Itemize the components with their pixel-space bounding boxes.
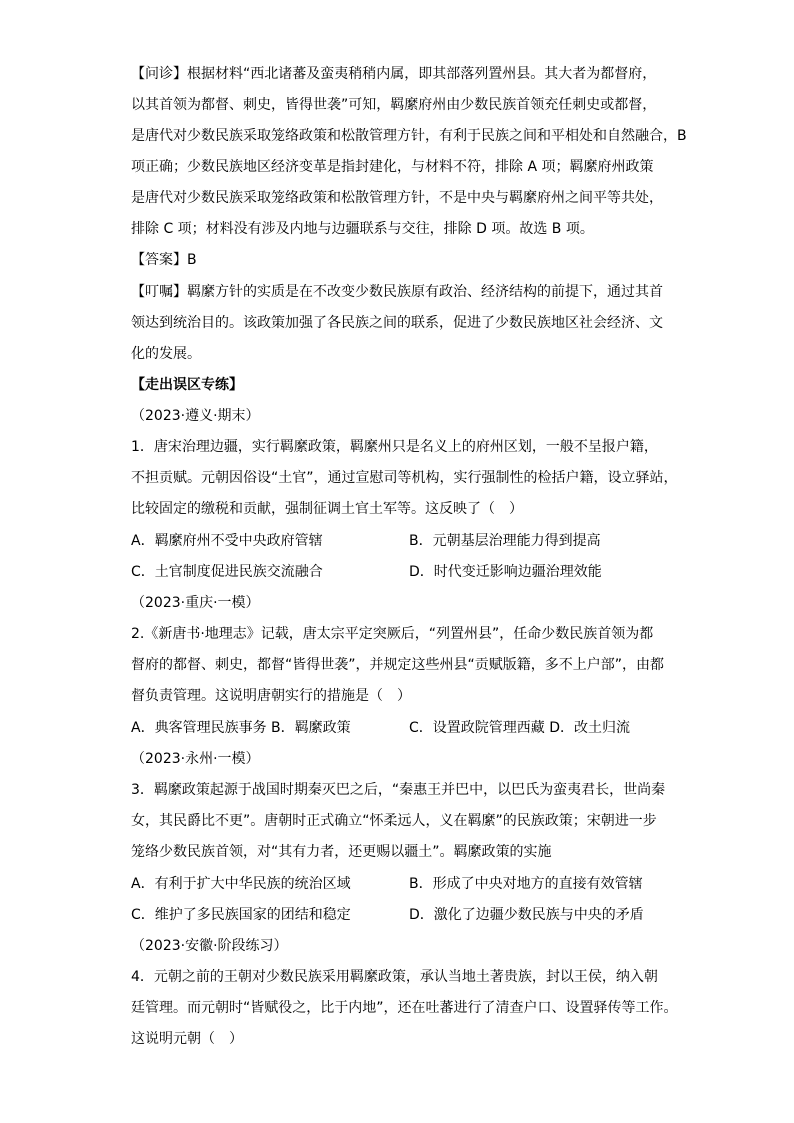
- question-stem-line: 督负责管理。这说明唐朝实行的措施是（ ）: [131, 688, 411, 704]
- reminder-line: 【叮嘱】羁縻方针的实质是在不改变少数民族原有政治、经济结构的前提下，通过其首: [131, 284, 663, 300]
- analysis-line: 以其首领为都督、刺史，皆得世袭”可知，羁縻府州由少数民族首领充任刺史或都督，: [131, 97, 657, 113]
- question-stem-line: 1．唐宋治理边疆，实行羁縻政策，羁縻州只是名义上的府州区划，一般不呈报户籍，: [131, 439, 658, 455]
- question-stem-line: 2.《新唐书·地理志》记载，唐太宗平定突厥后，“列置州县”，任命少数民族首领为都: [131, 626, 654, 642]
- question-stem-line: 4．元朝之前的王朝对少数民族采用羁縻政策，承认当地土著贵族，封以王侯，纳入朝: [131, 969, 658, 985]
- analysis-line: 排除 C 项；材料没有涉及内地与边疆联系与交往，排除 D 项。故选 B 项。: [131, 221, 594, 237]
- question-stem-line: 不担贡赋。元朝因俗设“土官”，通过宣慰司等机构，实行强制性的检括户籍，设立驿站，: [131, 470, 678, 486]
- question-stem-line: 督府的都督、刺史，都督“皆得世袭”，并规定这些州县“贡赋版籍，多不上户部”，由都: [131, 657, 665, 673]
- analysis-line: 【问诊】根据材料“西北诸蕃及蛮夷稍稍内属，即其部落列置州县。其大者为都督府，: [131, 66, 657, 82]
- option-d[interactable]: D．激化了边疆少数民族与中央的矛盾: [409, 907, 644, 923]
- question-source: （2023·永州·一模）: [131, 751, 260, 767]
- option-a[interactable]: A．有利于扩大中华民族的统治区域: [131, 876, 351, 892]
- answer-line: 【答案】B: [131, 252, 197, 268]
- option-cd[interactable]: C．设置政院管理西藏 D．改土归流: [409, 720, 631, 736]
- option-a[interactable]: A．羁縻府州不受中央政府管辖: [131, 533, 323, 549]
- option-b[interactable]: B．形成了中央对地方的直接有效管辖: [409, 876, 643, 892]
- analysis-line: 是唐代对少数民族采取笼络政策和松散管理方针，有利于民族之间和平相处和自然融合，B: [131, 128, 687, 144]
- section-title: 【走出误区专练】: [131, 377, 243, 393]
- option-c[interactable]: C．土官制度促进民族交流融合: [131, 564, 323, 580]
- option-b[interactable]: B．元朝基层治理能力得到提高: [409, 533, 601, 549]
- question-source: （2023·遵义·期末）: [131, 408, 260, 424]
- question-stem-line: 廷管理。而元朝时“皆赋役之，比于内地”，还在吐蕃进行了清查户口、设置驿传等工作。: [131, 1000, 678, 1016]
- analysis-line: 是唐代对少数民族采取笼络政策和松散管理方针，不是中央与羁縻府州之间平等共处，: [131, 190, 663, 206]
- option-d[interactable]: D．时代变迁影响边疆治理效能: [409, 564, 602, 580]
- question-stem-line: 3．羁縻政策起源于战国时期秦灭巴之后，“秦惠王并巴中，以巴氏为蛮夷君长，世尚秦: [131, 782, 666, 798]
- question-stem-line: 比较固定的缴税和贡献，强制征调土官土军等。这反映了（ ）: [131, 501, 523, 517]
- reminder-line: 化的发展。: [131, 346, 201, 362]
- question-stem-line: 女，其民爵比不更”。唐朝时正式确立“怀柔远人，义在羁縻”的民族政策；宋朝进一步: [131, 813, 657, 829]
- question-stem-line: 笼络少数民族首领，对“其有力者，还更赐以疆土”。羁縻政策的实施: [131, 844, 552, 860]
- option-ab[interactable]: A．典客管理民族事务 B．羁縻政策: [131, 720, 351, 736]
- reminder-line: 领达到统治目的。该政策加强了各民族之间的联系，促进了少数民族地区社会经济、文: [131, 315, 663, 331]
- option-c[interactable]: C．维护了多民族国家的团结和稳定: [131, 907, 351, 923]
- question-stem-line: 这说明元朝（ ）: [131, 1031, 243, 1047]
- analysis-line: 项正确；少数民族地区经济变革是指封建化，与材料不符，排除 A 项；羁縻府州政策: [131, 159, 654, 175]
- question-source: （2023·安徽·阶段练习）: [131, 938, 288, 954]
- question-source: （2023·重庆·一模）: [131, 595, 260, 611]
